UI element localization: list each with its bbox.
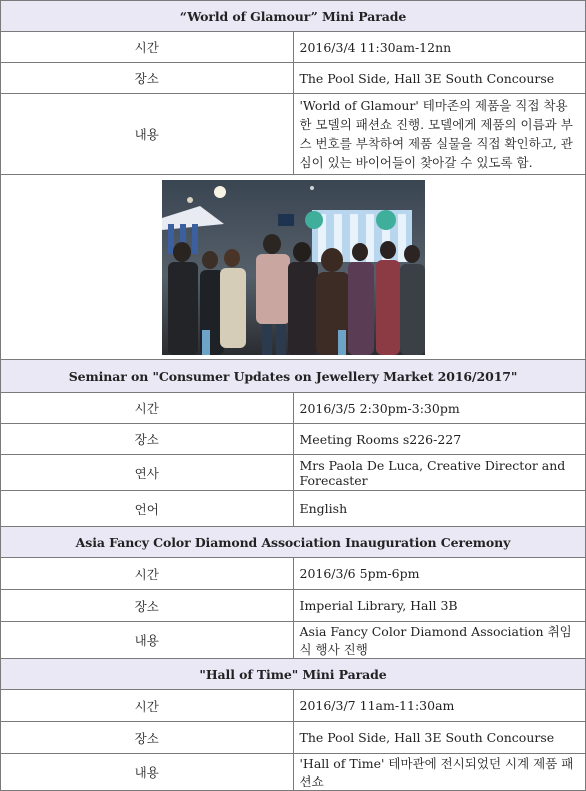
row-value: Asia Fancy Color Diamond Association 취임식 행사 진행 bbox=[293, 622, 586, 659]
section-title: Seminar on "Consumer Updates on Jewellery Market 2016/2017" bbox=[1, 360, 586, 393]
row-value: Meeting Rooms s226-227 bbox=[293, 424, 586, 455]
row-label: 장소 bbox=[1, 722, 294, 754]
section-title: "Hall of Time" Mini Parade bbox=[1, 659, 586, 690]
row-label: 시간 bbox=[1, 393, 294, 424]
row-label: 내용 bbox=[1, 94, 294, 175]
row-value: 2016/3/6 5pm-6pm bbox=[293, 558, 586, 590]
row-label: 언어 bbox=[1, 491, 294, 527]
row-value: 2016/3/7 11am-11:30am bbox=[293, 690, 586, 722]
parade-photo bbox=[162, 180, 425, 355]
photo-cell bbox=[1, 175, 586, 360]
row-value: 2016/3/5 2:30pm-3:30pm bbox=[293, 393, 586, 424]
row-value: 2016/3/4 11:30am-12nn bbox=[293, 32, 586, 63]
row-label: 시간 bbox=[1, 32, 294, 63]
row-label: 연사 bbox=[1, 455, 294, 491]
row-value: The Pool Side, Hall 3E South Concourse bbox=[293, 63, 586, 94]
row-value: Imperial Library, Hall 3B bbox=[293, 590, 586, 622]
row-label: 장소 bbox=[1, 590, 294, 622]
row-label: 장소 bbox=[1, 63, 294, 94]
row-value: English bbox=[293, 491, 586, 527]
row-value: 'Hall of Time' 테마관에 전시되었던 시계 제품 패션쇼 bbox=[293, 754, 586, 791]
row-label: 내용 bbox=[1, 622, 294, 659]
row-label: 시간 bbox=[1, 690, 294, 722]
section-title: Asia Fancy Color Diamond Association Inauguration Ceremony bbox=[1, 527, 586, 558]
row-value: Mrs Paola De Luca, Creative Director and Forecaster bbox=[293, 455, 586, 491]
row-value: 'World of Glamour' 테마존의 제품을 직접 착용한 모델의 패션쇼 진행. 모델에게 제품의 이름과 부스 번호를 부착하여 제품 실물을 직접 확인하고, 관심이 있는 바이어들이 찾아갈 수 있도록 함. bbox=[293, 94, 586, 175]
row-label: 내용 bbox=[1, 754, 294, 791]
row-label: 시간 bbox=[1, 558, 294, 590]
section-title: “World of Glamour” Mini Parade bbox=[1, 1, 586, 32]
row-value: The Pool Side, Hall 3E South Concourse bbox=[293, 722, 586, 754]
row-label: 장소 bbox=[1, 424, 294, 455]
